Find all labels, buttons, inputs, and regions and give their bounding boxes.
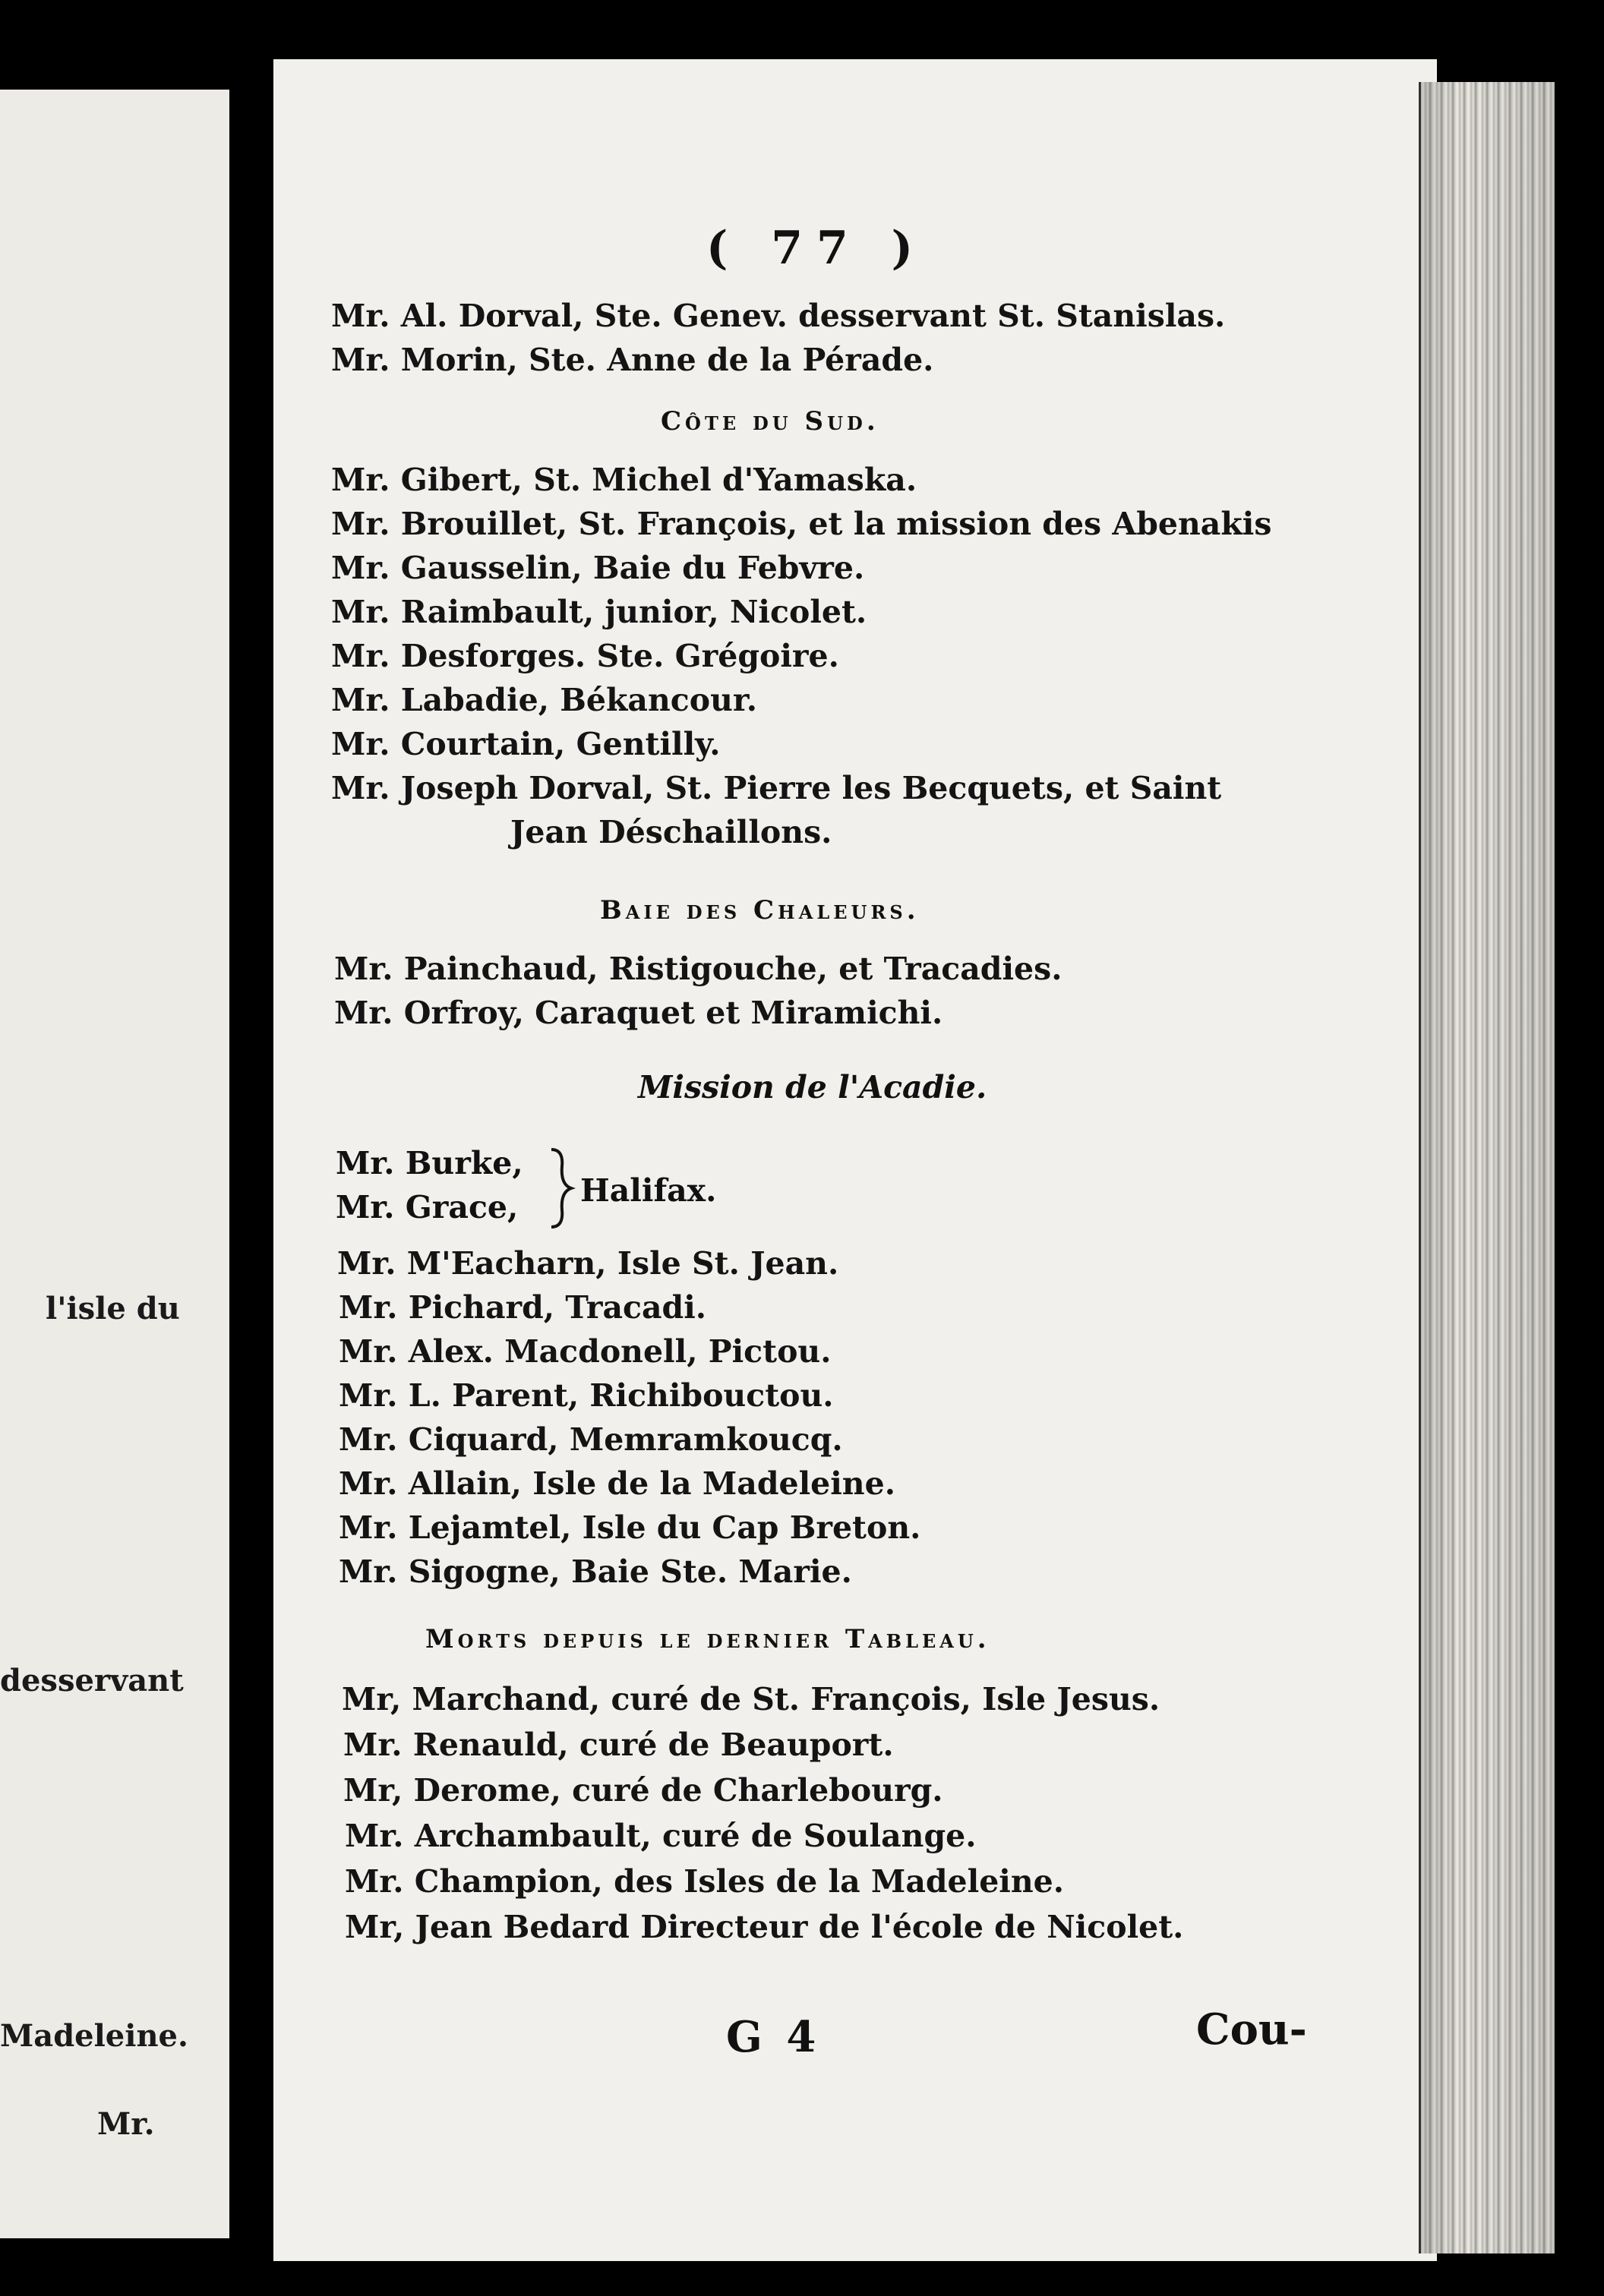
text-line-continued: Jean Déschaillons. xyxy=(510,814,832,850)
catchword: Cou- xyxy=(1196,2004,1307,2055)
section-heading-cote-du-sud: Côte du Sud. xyxy=(661,406,879,437)
curly-brace-icon xyxy=(545,1146,576,1230)
text-line: Mr. Labadie, Békancour. xyxy=(331,682,758,718)
text-line: Mr. Champion, des Isles de la Madeleine. xyxy=(345,1863,1065,1900)
halifax-brace-group xyxy=(336,1145,867,1251)
text-line: Mr. Sigogne, Baie Ste. Marie. xyxy=(339,1553,852,1590)
brace-name-burke: Mr. Burke, xyxy=(336,1145,523,1181)
section-heading-baie-des-chaleurs: Baie des Chaleurs. xyxy=(600,895,920,926)
text-line: Mr, Marchand, curé de St. François, Isle Jesus. xyxy=(342,1681,1160,1717)
left-fragment-desservant: desservant xyxy=(0,1663,184,1698)
text-line: Mr. Archambault, curé de Soulange. xyxy=(345,1818,977,1854)
text-line: Mr. Gausselin, Baie du Febvre. xyxy=(331,550,865,586)
text-line: Mr. Ciquard, Memramkoucq. xyxy=(339,1421,843,1458)
text-line: Mr. Al. Dorval, Ste. Genev. desservant St. Stanislas. xyxy=(331,298,1226,334)
text-line: Mr. Courtain, Gentilly. xyxy=(331,726,721,762)
text-line: Mr. Alex. Macdonell, Pictou. xyxy=(339,1333,832,1370)
text-line: Mr. Orfroy, Caraquet et Miramichi. xyxy=(334,995,943,1031)
left-fragment-isle: l'isle du xyxy=(46,1291,180,1326)
left-fragment-madeleine: Madeleine. xyxy=(0,2018,188,2054)
text-line: Mr, Derome, curé de Charlebourg. xyxy=(343,1772,943,1809)
text-line: Mr. Desforges. Ste. Grégoire. xyxy=(331,638,839,674)
signature-mark: G 4 xyxy=(726,2012,821,2062)
left-page xyxy=(0,90,229,2238)
right-page xyxy=(273,59,1437,2261)
section-heading-mission-acadie: Mission de l'Acadie. xyxy=(638,1069,987,1105)
book-gutter xyxy=(229,0,273,2296)
text-line: Mr. L. Parent, Richibouctou. xyxy=(339,1377,834,1414)
text-line: Mr. Painchaud, Ristigouche, et Tracadies. xyxy=(334,951,1062,987)
left-fragment-mr: Mr. xyxy=(97,2106,155,2142)
text-line: Mr. M'Eacharn, Isle St. Jean. xyxy=(337,1245,839,1282)
page-number: ( 77 ) xyxy=(706,222,927,275)
text-line: Mr. Pichard, Tracadi. xyxy=(339,1289,707,1326)
text-line: Mr. Lejamtel, Isle du Cap Breton. xyxy=(339,1509,921,1546)
page-edges xyxy=(1419,82,1555,2253)
text-line: Mr. Allain, Isle de la Madeleine. xyxy=(339,1465,895,1502)
text-line: Mr. Joseph Dorval, St. Pierre les Becquets, et Saint xyxy=(331,770,1222,806)
text-line: Mr. Renauld, curé de Beauport. xyxy=(343,1727,894,1763)
text-line: Mr. Morin, Ste. Anne de la Pérade. xyxy=(331,342,934,378)
section-heading-morts: Morts depuis le dernier Tableau. xyxy=(425,1624,990,1654)
brace-name-grace: Mr. Grace, xyxy=(336,1189,519,1225)
text-line: Mr. Raimbault, junior, Nicolet. xyxy=(331,594,867,630)
text-line: Mr. Brouillet, St. François, et la mission des Abenakis xyxy=(331,506,1272,542)
text-line: Mr. Gibert, St. Michel d'Yamaska. xyxy=(331,462,917,498)
brace-label-halifax: Halifax. xyxy=(580,1172,717,1209)
text-line: Mr, Jean Bedard Directeur de l'école de Nicolet. xyxy=(345,1909,1184,1945)
